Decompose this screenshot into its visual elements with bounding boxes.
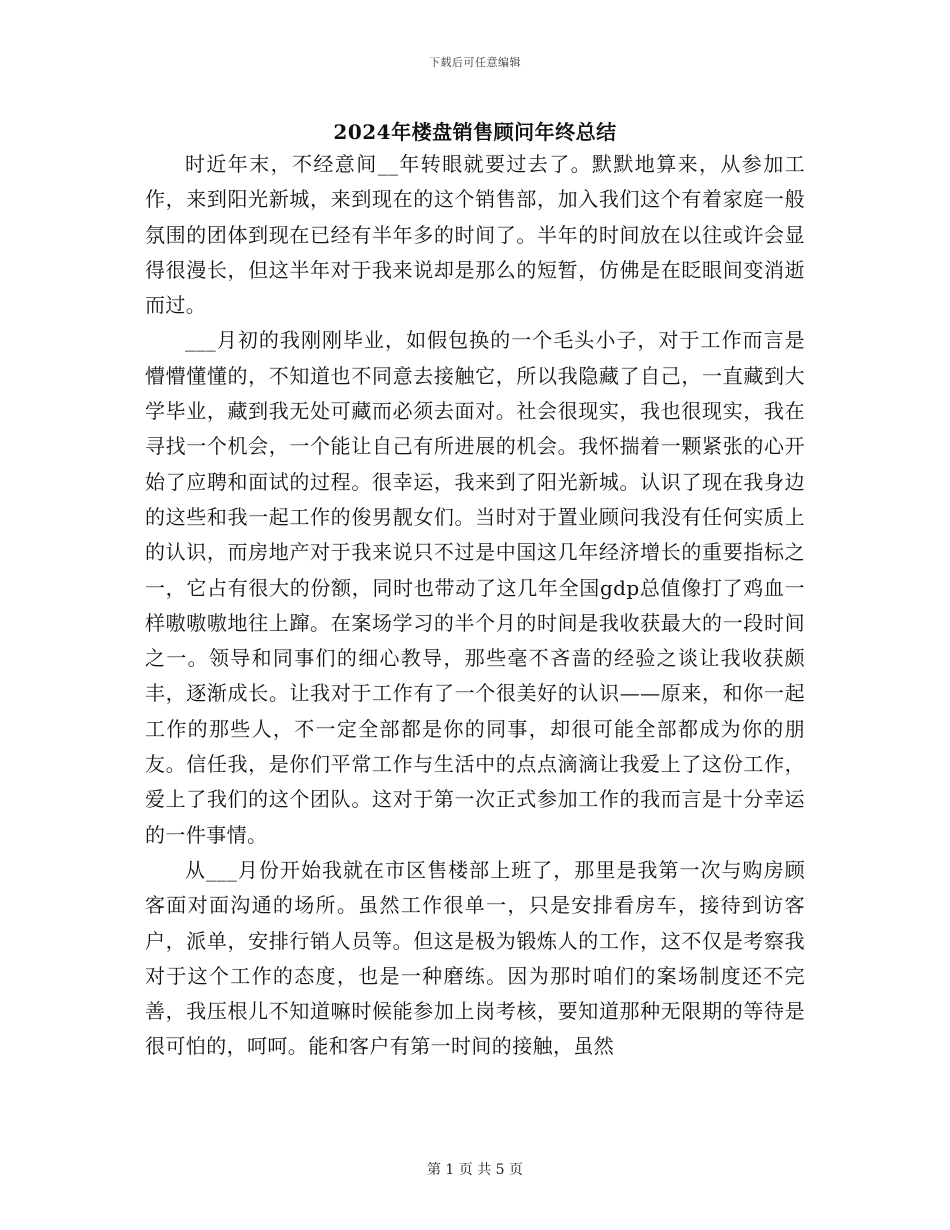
page-number: 第 1 页 共 5 页: [426, 1162, 524, 1178]
document-body: [145, 147, 805, 1065]
document-title: 2024年楼盘销售顾问年终总结: [333, 120, 617, 144]
page-header-note: 下载后可任意编辑: [429, 56, 521, 69]
paragraph-3: 从___月份开始我就在市区售楼部上班了，那里是我第一次与购房顾客面对面沟通的场所。虽然工作很单一，只是安排看房车，接待到访客户，派单，安排行销人员等。但这是极为锻炼人的工作，这不仅是考察我对于这个工作的态度，也是一种磨练。因为那时咱们的案场制度还不完善，我压根儿不知道嘛时候能参加上岗考核，要知道那种无限期的等待是很可怕的，呵呵。能和客户有第一时间的接触，虽然: [145, 857, 805, 1059]
paragraph-1: 时近年末，不经意间__年转眼就要过去了。默默地算来，从参加工作，来到阳光新城，来到现在的这个销售部，加入我们这个有着家庭一般氛围的团体到现在已经有半年多的时间了。半年的时间放在以往或许会显得很漫长，但这半年对于我来说却是那么的短暂，仿佛是在眨眼间变消逝而过。: [145, 152, 805, 318]
paragraph-2: ___月初的我刚刚毕业，如假包换的一个毛头小子，对于工作而言是懵懵懂懂的，不知道也不同意去接触它，所以我隐藏了自己，一直藏到大学毕业，藏到我无处可藏而必须去面对。社会很现实，我也很现实，我在寻找一个机会，一个能让自己有所进展的机会。我怀揣着一颗紧张的心开始了应聘和面试的过程。很幸运，我来到了阳光新城。认识了现在我身边的这些和我一起工作的俊男靓女们。当时对于置业顾问我没有任何实质上的认识，而房地产对于我来说只不过是中国这几年经济增长的重要指标之一，它占有很大的份额，同时也带动了这几年全国gdp总值像打了鸡血一样嗷嗷嗷地往上蹿。在案场学习的半个月的时间是我收获最大的一段时间之一。领导和同事们的细心教导，那些毫不吝啬的经验之谈让我收获颇丰，逐渐成长。让我对于工作有了一个很美好的认识——原来，和你一起工作的那些人，不一定全部都是你的同事，却很可能全部都成为你的朋友。信任我，是你们平常工作与生活中的点点滴滴让我爱上了这份工作，爱上了我们的这个团队。这对于第一次正式参加工作的我而言是十分幸运的一件事情。: [145, 328, 805, 847]
